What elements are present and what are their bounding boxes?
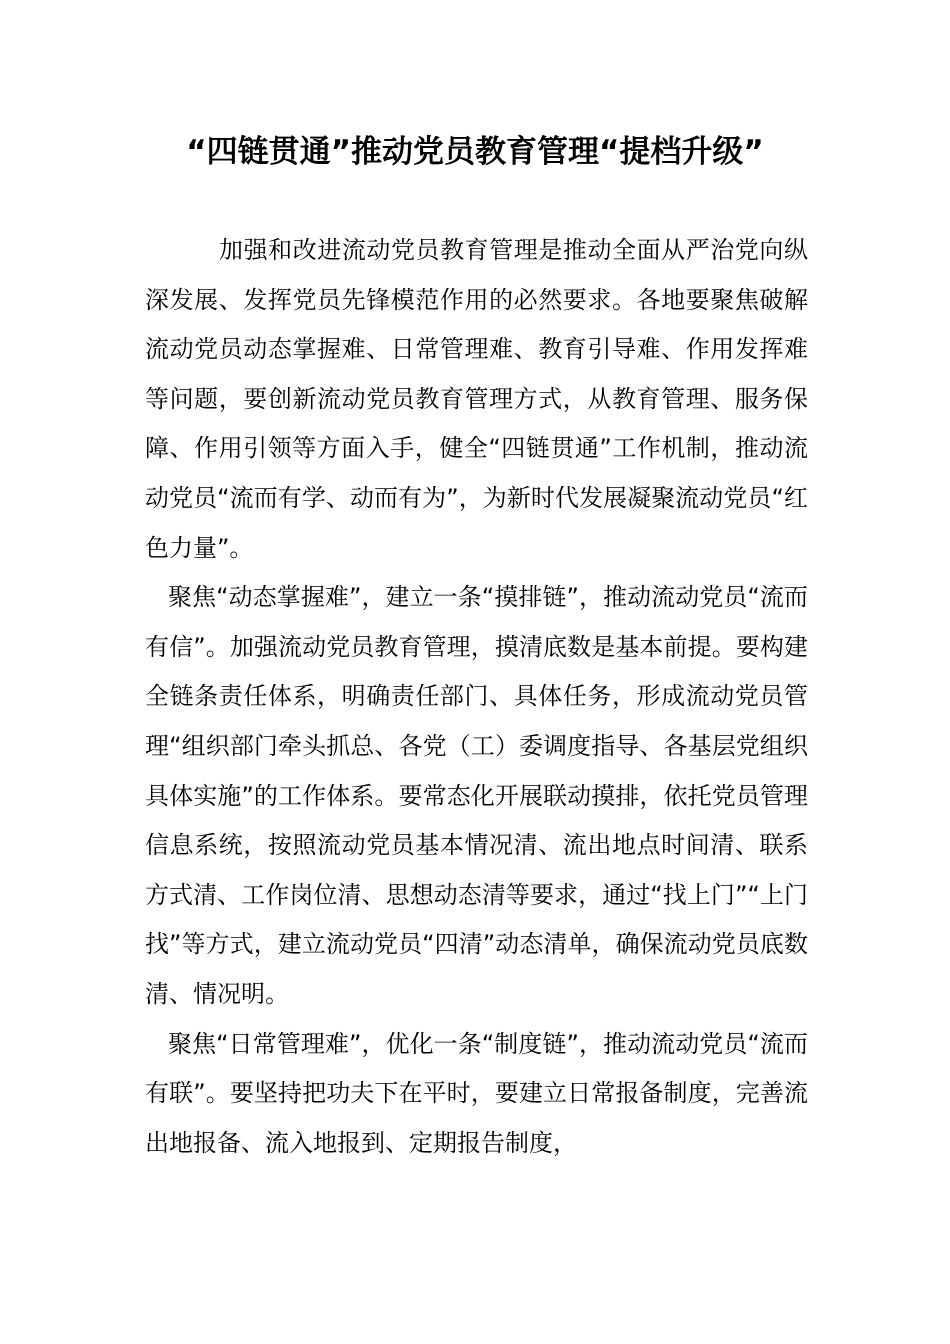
paragraph-intro: 加强和改进流动党员教育管理是推动全面从严治党向纵深发展、发挥党员先锋模范作用的必然要求。各地要聚焦破解流动党员动态掌握难、日常管理难、教育引导难、作用发挥难等问题，要创新流动党员教育管理方式，从教育管理、服务保障、作用引领等方面入手，健全“四链贯通”工作机制，推动流动党员“流而有学、动而有为”，为新时代发展凝聚流动党员“红色力量”。 bbox=[145, 236, 808, 562]
document-body bbox=[145, 226, 808, 1168]
paragraph-daily-management: 聚焦“日常管理难”，优化一条“制度链”，推动流动党员“流而有联”。要坚持把功夫下在平时，要建立日常报备制度，完善流出地报备、流入地报到、定期报告制度， bbox=[145, 1029, 808, 1157]
document-title: “四链贯通”推动党员教育管理“提档升级” bbox=[186, 134, 764, 170]
paragraph-dynamic-tracking: 聚焦“动态掌握难”，建立一条“摸排链”，推动流动党员“流而有信”。加强流动党员教育管理，摸清底数是基本前提。要构建全链条责任体系，明确责任部门、具体任务，形成流动党员管理“组织部门牵头抓总、各党（工）委调度指导、各基层党组织具体实施”的工作体系。要常态化开展联动摸排，依托党员管理信息系统，按照流动党员基本情况清、流出地点时间清、联系方式清、工作岗位清、思想动态清等要求，通过“找上门”“上门找”等方式，建立流动党员“四清”动态清单，确保流动党员底数清、情况明。 bbox=[145, 583, 808, 1008]
